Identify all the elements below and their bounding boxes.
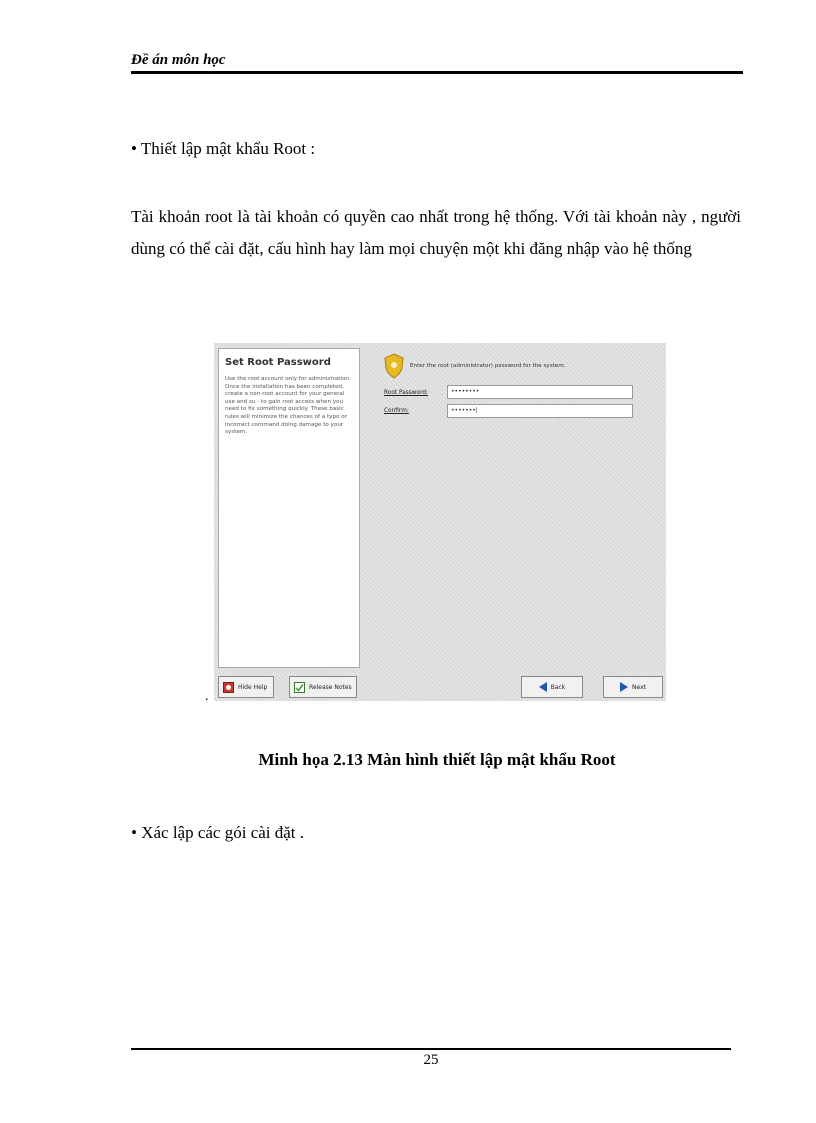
header-title: Đề án môn học [131, 52, 226, 68]
help-text: Use the root account only for administration. Once the installation has been completed, create a non-root account for your general use and su - to gain root access when you need to fix something quickly. These basic rules will minimize the chances of a typo or incorrect command doing damage to your system. [225, 376, 351, 436]
confirm-password-input[interactable]: •••••••| [447, 404, 633, 418]
help-icon [223, 682, 234, 693]
body-paragraph: Tài khoản root là tài khoản có quyền cao nhất trong hệ thống. Với tài khoản này , người dùng có thể cài đặt, cấu hình hay làm mọi chuyện một khi đăng nhập vào hệ thống [131, 207, 741, 258]
next-button[interactable] [603, 676, 663, 698]
release-notes-button[interactable] [289, 676, 357, 698]
bullet-select-packages: • Xác lập các gói cài đặt . [131, 823, 305, 842]
release-notes-icon [294, 682, 305, 693]
footer-rule [131, 1048, 731, 1050]
hide-help-button[interactable] [218, 676, 274, 698]
confirm-label: Confirm: [384, 408, 409, 414]
back-button[interactable] [521, 676, 583, 698]
back-label: Back [550, 683, 566, 691]
hide-help-label: Hide Help [238, 683, 268, 691]
password-prompt: Enter the root (administrator) password for the system. [410, 363, 566, 369]
next-arrow-icon [620, 682, 628, 692]
figure-caption: Minh họa 2.13 Màn hình thiết lập mật khẩu Root [258, 750, 616, 769]
screenshot-figure [214, 343, 666, 701]
root-password-input[interactable]: •••••••• [447, 385, 633, 399]
help-title: Set Root Password [225, 357, 331, 368]
root-password-label: Root Password: [384, 390, 429, 396]
page-number: 25 [423, 1052, 439, 1068]
shield-icon [384, 353, 404, 379]
help-panel [218, 348, 360, 668]
figure-marker: . [205, 689, 209, 704]
header-rule [131, 71, 743, 74]
release-notes-label: Release Notes [309, 683, 352, 691]
next-label: Next [632, 683, 646, 691]
back-arrow-icon [539, 682, 547, 692]
bullet-set-root-password: • Thiết lập mật khẩu Root : [131, 139, 316, 158]
